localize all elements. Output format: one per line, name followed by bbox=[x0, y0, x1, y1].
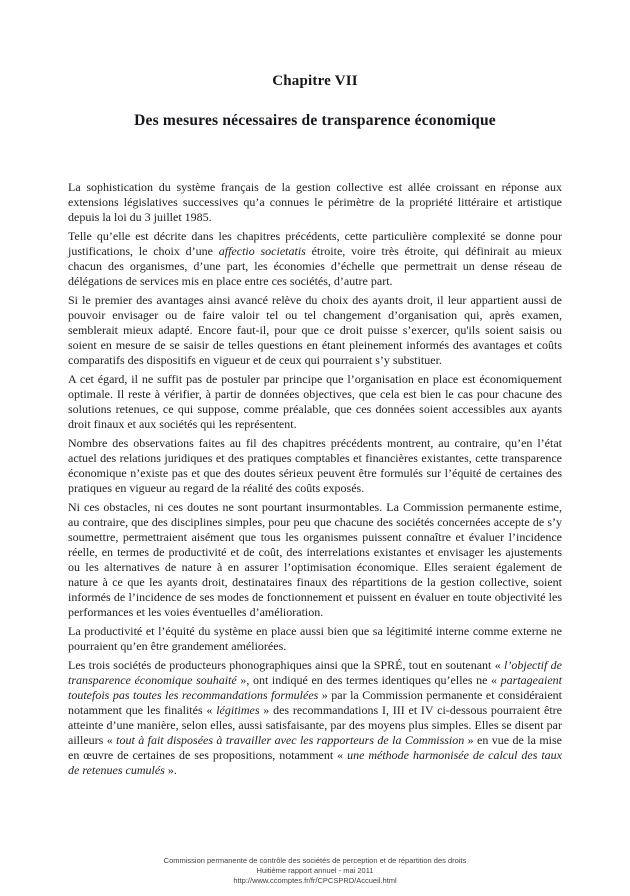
paragraph-run-italic: partageaient toutefois pas toutes les recommandations formulées bbox=[68, 673, 562, 702]
paragraph-run: Telle qu’elle est décrite dans les chapitres précédents, cette particulière complexité se donne pour justifications, le choix d’une bbox=[68, 229, 562, 258]
paragraph-run: La productivité et l’équité du système en place aussi bien que sa légitimité interne comme externe ne pourraient qu’en être grandement améliorées. bbox=[68, 624, 562, 653]
paragraph-run-italic: affectio societatis bbox=[218, 244, 306, 258]
paragraph-run: », ont indiqué en des termes identiques qu’elles ne « bbox=[236, 673, 501, 687]
paragraph-run: étroite, voire très étroite, qui définirait au mieux chacun des organismes, d’une part, les économies d’échelle que permettrait un dense réseau de délégations de services mis en place entre ces sociétés, d’autre part. bbox=[68, 244, 562, 288]
paragraph-run-italic: l’objectif de transparence économique souhaité bbox=[68, 658, 562, 687]
paragraph-run: Si le premier des avantages ainsi avancé relève du choix des ayants droit, il leur appartient aussi de pouvoir envisager ou de faire valoir tel ou tel changement d’organisation qui, après examen, semblerait mieux adapté. Encore faut-il, pour que ce droit puisse s’exercer, qu'ils soient saisis ou soient en mesure de se saisir de telles questions en étant pleinement informés des avantages et coûts comparatifs des dispositifs en vigueur et de ceux qui pourraient s’y substituer. bbox=[68, 293, 562, 367]
paragraph-run: La sophistication du système français de la gestion collective est allée croissant en réponse aux extensions législatives successives qu’a connues le périmètre de la propriété littéraire et artistique depuis la loi du 3 juillet 1985. bbox=[68, 180, 562, 224]
paragraph bbox=[68, 624, 562, 654]
page-footer bbox=[0, 856, 630, 886]
paragraph bbox=[68, 436, 562, 496]
paragraph-run: ». bbox=[164, 763, 177, 777]
footer-url: http://www.ccomptes.fr/fr/CPCSPRD/Accueil.html bbox=[233, 876, 397, 885]
footer-organization: Commission permanente de contrôle des sociétés de perception et de répartition des droits bbox=[163, 856, 467, 865]
paragraph bbox=[68, 500, 562, 620]
paragraph-run: » des recommandations I, III et IV ci-dessous pourraient être atteinte d’une manière, selon elles, aussi satisfaisante, par des moyens plus simples. Elles se disent par ailleurs « bbox=[68, 703, 562, 747]
paragraph-run-italic: une méthode harmonisée de calcul des taux de retenues cumulés bbox=[68, 748, 562, 777]
paragraph bbox=[68, 658, 562, 778]
paragraph-run: Ni ces obstacles, ni ces doutes ne sont pourtant insurmontables. La Commission permanente estime, au contraire, que des disciplines simples, pour peu que chacune des sociétés concernées accepte de s’y soumettre, permettraient aisément que tous les organismes puissent connaître et évaluer l’incidence réelle, en termes de productivité et de coût, des interrelations existantes et envisager les ajustements ou les alternatives de nature à en assurer l’optimisation économique. Elles seraient également de nature à ce que les ayants droit, destinataires finaux des répartitions de la gestion collective, soient informés de l’incidence de ses modes de fonctionnement et puissent en évaluer en toute objectivité les performances et les voies éventuelles d’amélioration. bbox=[68, 500, 562, 619]
paragraph-run: Nombre des observations faites au fil des chapitres précédents montrent, au contraire, qu’en l’état actuel des relations juridiques et des pratiques comptables et financières existantes, cette transparence économique n’existe pas et que des doutes sérieux peuvent être formulés sur l’équité de certaines des pratiques en vigueur au regard de la réalité des coûts exposés. bbox=[68, 436, 562, 495]
paragraph-run: A cet égard, il ne suffit pas de postuler par principe que l’organisation en place est économiquement optimale. Il reste à vérifier, à partir de données objectives, que cela est bien le cas pour chacune des solutions retenues, ce qui suppose, comme préalable, que ces données soient accessibles aux ayants droit finaux et aux sociétés qui les représentent. bbox=[68, 372, 562, 431]
paragraph bbox=[68, 293, 562, 368]
chapter-subtitle: Des mesures nécessaires de transparence économique bbox=[134, 112, 496, 129]
chapter-title: Chapitre VII bbox=[272, 73, 358, 89]
paragraph-run-italic: légitimes bbox=[216, 703, 260, 717]
paragraph-run: » en vue de la mise en œuvre de certaines de ses propositions, notamment « bbox=[68, 733, 562, 762]
footer-report-edition: Huitième rapport annuel - mai 2011 bbox=[256, 866, 374, 875]
paragraph-run: » par la Commission permanente et considéraient notamment que les finalités « bbox=[68, 688, 562, 717]
paragraph bbox=[68, 180, 562, 225]
document-body bbox=[68, 180, 562, 778]
paragraph bbox=[68, 229, 562, 289]
paragraph bbox=[68, 372, 562, 432]
paragraph-run-italic: tout à fait disposées à travailler avec les rapporteurs de la Commission bbox=[116, 733, 465, 747]
paragraph-run: Les trois sociétés de producteurs phonographiques ainsi que la SPRÉ, tout en soutenant « bbox=[68, 658, 505, 672]
